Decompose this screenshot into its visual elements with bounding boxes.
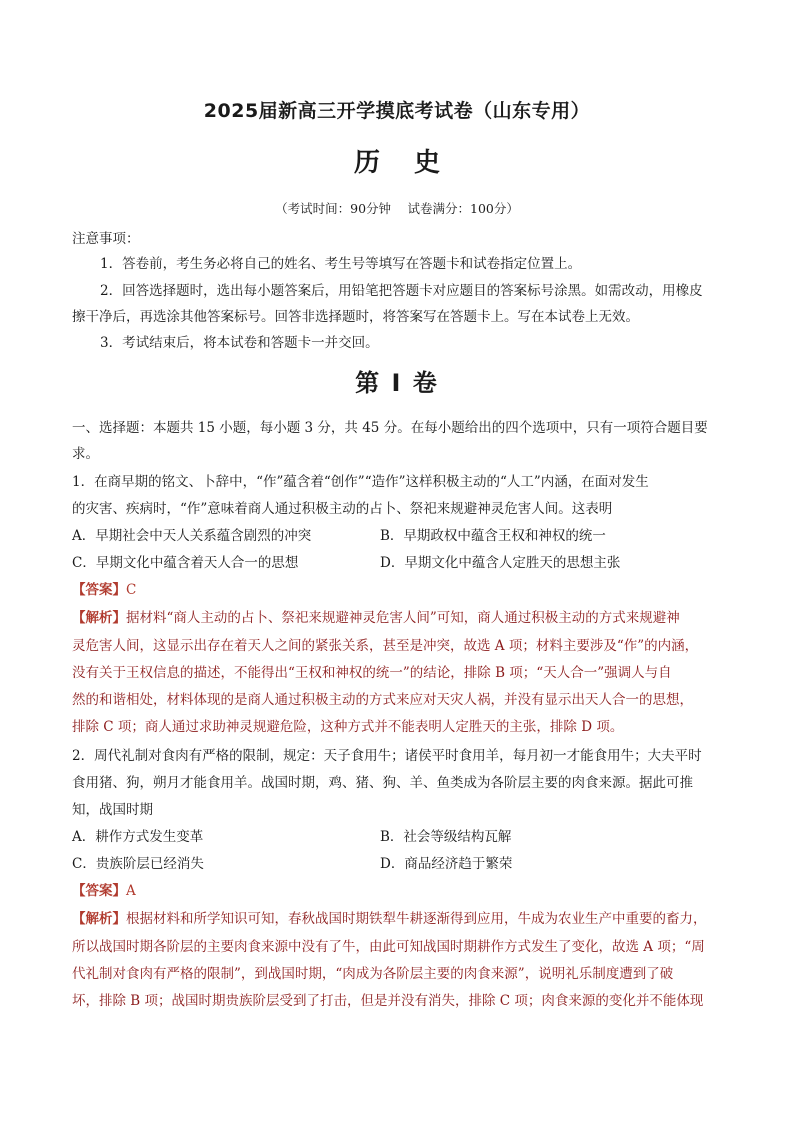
q2-option-c: C．贵族阶层已经消失 <box>72 856 204 872</box>
exam-title: 2025届新高三开学摸底考试卷（山东专用） <box>203 100 591 122</box>
q1-analysis-line: 灵危害人间，这显示出存在着天人之间的紧张关系，甚至是冲突，故选 A 项；材料主要涉及“作”的内涵， <box>72 638 699 654</box>
q2-analysis <box>72 909 727 929</box>
notice-item: 1．答卷前，考生务必将自己的姓名、考生号等填写在答题卡和试卷指定位置上。 <box>100 256 582 272</box>
q1-analysis-line: 排除 C 项；商人通过求助神灵规避危险，这种方式并不能表明人定胜天的主张，排除 D 项。 <box>72 719 624 735</box>
analysis-text: 据材料“商人主动的占卜、祭祀来规避神灵危害人间”可知，商人通过积极主动的方式来规避神 <box>126 610 680 626</box>
notice-item: 3．考试结束后，将本试卷和答题卡一并交回。 <box>100 335 379 351</box>
q2-analysis-line: 坏，排除 B 项；战国时期贵族阶层受到了打击，但是并没有消失，排除 C 项；肉食来源的变化并不能体现 <box>72 993 704 1009</box>
answer-label: 【答案】 <box>72 883 126 899</box>
analysis-label: 【解析】 <box>72 911 126 927</box>
exam-timing: （考试时间：90分钟 试卷满分：100分） <box>275 201 519 216</box>
q1-stem: 1．在商早期的铭文、卜辞中，“作”蕴含着“创作”“造作”这样积极主动的“人工”内涵，在面对发生 <box>72 474 649 490</box>
q1-option-d: D．早期文化中蕴含人定胜天的思想主张 <box>380 555 621 571</box>
notice-heading: 注意事项： <box>72 231 140 247</box>
section-intro: 一、选择题：本题共 15 小题，每小题 3 分，共 45 分。在每小题给出的四个选项中，只有一项符合题目要 <box>72 420 708 436</box>
q1-analysis <box>72 608 727 628</box>
q2-option-a: A．耕作方式发生变革 <box>72 829 204 845</box>
section-intro: 求。 <box>72 446 99 462</box>
q2-answer <box>72 881 727 901</box>
q2-analysis-line: 所以战国时期各阶层的主要肉食来源中没有了牛，由此可知战国时期耕作方式发生了变化，故选 A 项；“周 <box>72 939 705 955</box>
q2-analysis-line: 代礼制对食肉有严格的限制”，到战国时期，“肉成为各阶层主要的肉食来源”，说明礼乐制度遭到了破 <box>72 966 674 982</box>
subject-title: 历史 <box>353 148 474 178</box>
answer-label: 【答案】 <box>72 582 126 598</box>
answer-value: C <box>126 582 137 598</box>
answer-value: A <box>126 883 136 899</box>
q1-option-a: A．早期社会中天人关系蕴含剧烈的冲突 <box>72 528 312 544</box>
notice-item: 擦干净后，再选涂其他答案标号。回答非选择题时，将答案写在答题卡上。写在本试卷上无效。 <box>72 309 639 325</box>
q2-stem: 知，战国时期 <box>72 802 153 818</box>
analysis-label: 【解析】 <box>72 610 126 626</box>
q1-stem: 的灾害、疾病时，“作”意味着商人通过积极主动的占卜、祭祀来规避神灵危害人间。这表明 <box>72 501 613 517</box>
q2-stem: 食用猪、狗，朔月才能食用羊。战国时期，鸡、猪、狗、羊、鱼类成为各阶层主要的肉食来源。据此可推 <box>72 775 693 791</box>
q1-analysis-line: 然的和谐相处，材料体现的是商人通过积极主动的方式来应对天灾人祸，并没有显示出天人合一的思想， <box>72 692 693 708</box>
q1-analysis-line: 没有关于王权信息的描述，不能得出“王权和神权的统一”的结论，排除 B 项；“天人合一”强调人与自 <box>72 665 672 681</box>
q2-option-d: D．商品经济趋于繁荣 <box>380 856 513 872</box>
q2-stem: 2．周代礼制对食肉有严格的限制，规定：天子食用牛；诸侯平时食用羊，每月初一才能食用牛；大夫平时 <box>72 748 702 764</box>
section-title: 第 I 卷 <box>355 369 439 397</box>
q1-option-b: B．早期政权中蕴含王权和神权的统一 <box>380 528 606 544</box>
q2-option-b: B．社会等级结构瓦解 <box>380 829 512 845</box>
analysis-text: 根据材料和所学知识可知，春秋战国时期铁犁牛耕逐渐得到应用，牛成为农业生产中重要的畜力， <box>126 911 707 927</box>
q1-option-c: C．早期文化中蕴含着天人合一的思想 <box>72 555 299 571</box>
q1-answer <box>72 580 727 600</box>
notice-item: 2．回答选择题时，选出每小题答案后，用铅笔把答题卡对应题目的答案标号涂黑。如需改动，用橡皮 <box>100 283 703 299</box>
